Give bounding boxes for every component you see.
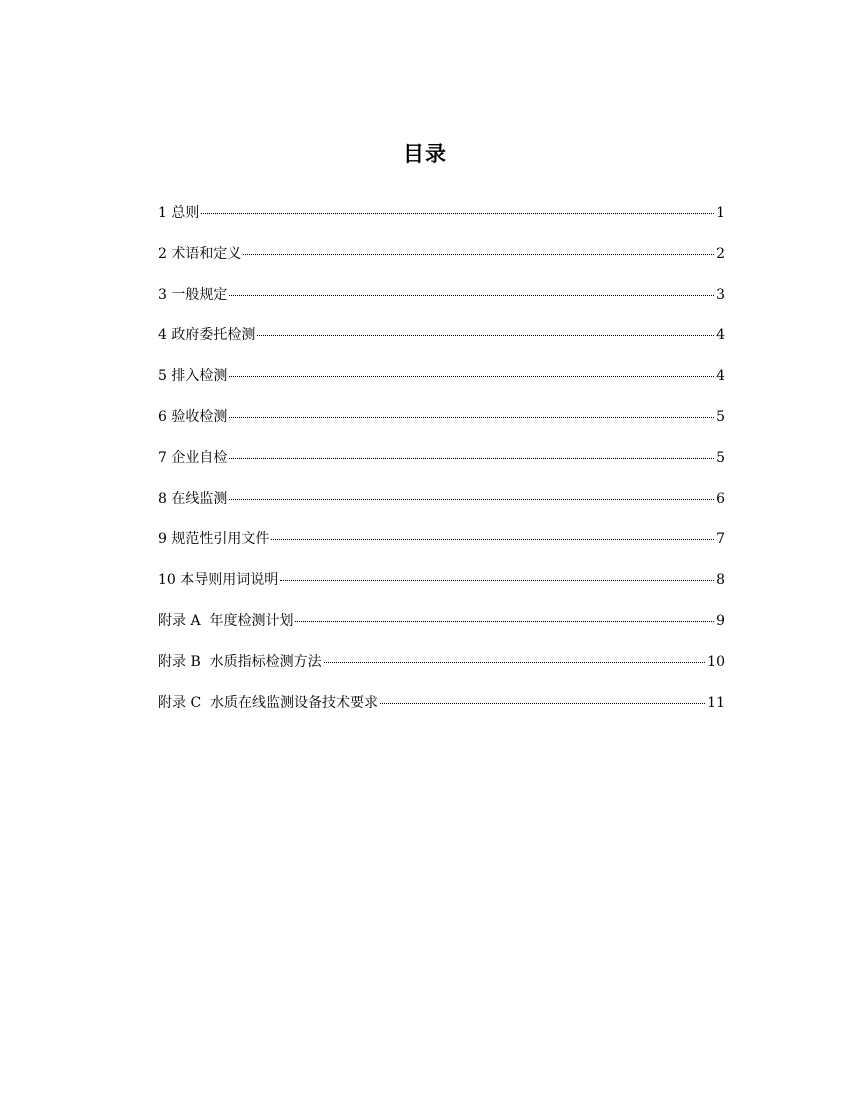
- toc-entry-page-number: 4: [716, 368, 725, 385]
- toc-dot-leader: [229, 417, 714, 418]
- toc-entry[interactable]: [158, 652, 725, 693]
- toc-dot-leader: [324, 662, 706, 663]
- toc-dot-leader: [380, 703, 705, 704]
- toc-entry-page-number: 6: [716, 490, 725, 507]
- toc-dot-leader: [229, 376, 714, 377]
- toc-title: 目录: [403, 142, 447, 166]
- toc-dot-leader: [295, 621, 714, 622]
- toc-entry-label: 7 企业自检: [158, 449, 228, 466]
- toc-entry-page-number: 1: [716, 205, 725, 221]
- toc-entry-label: 附录 C 水质在线监测设备技术要求: [158, 694, 379, 711]
- toc-dot-leader: [271, 539, 714, 540]
- toc-entry-label: 1 总则: [158, 205, 200, 221]
- toc-entry-label: 3 一般规定: [158, 286, 228, 303]
- toc-dot-leader: [229, 458, 714, 459]
- toc-entry[interactable]: [158, 285, 725, 326]
- toc-entry[interactable]: [158, 407, 725, 448]
- toc-entry-label: 2 术语和定义: [158, 245, 242, 262]
- toc-dot-leader: [243, 254, 714, 255]
- toc-dot-leader: [280, 580, 714, 581]
- toc-entry[interactable]: [158, 611, 725, 652]
- toc-entry-page-number: 8: [716, 572, 725, 589]
- toc-entry[interactable]: [158, 570, 725, 611]
- toc-entry-page-number: 4: [716, 327, 725, 344]
- toc-entry-label: 10 本导则用词说明: [158, 572, 279, 589]
- toc-entry-label: 4 政府委托检测: [158, 327, 256, 344]
- toc-entry[interactable]: [158, 366, 725, 407]
- toc-dot-leader: [229, 499, 714, 500]
- toc-entry[interactable]: [158, 203, 725, 244]
- toc-dot-leader: [257, 335, 714, 336]
- toc-entry-page-number: 9: [716, 612, 725, 629]
- toc-entry-page-number: 5: [716, 449, 725, 466]
- toc-entry-page-number: 3: [716, 286, 725, 303]
- toc-entry-label: 5 排入检测: [158, 368, 228, 385]
- toc-dot-leader: [201, 213, 714, 214]
- toc-entry[interactable]: [158, 693, 725, 734]
- toc-entry[interactable]: [158, 489, 725, 530]
- toc-entry-page-number: 10: [707, 653, 725, 670]
- toc-entry[interactable]: [158, 448, 725, 489]
- toc-entry-page-number: 7: [716, 531, 725, 548]
- toc-entry-label: 8 在线监测: [158, 490, 228, 507]
- toc-entry-label: 附录 A 年度检测计划: [158, 612, 294, 629]
- toc-entry-label: 9 规范性引用文件: [158, 531, 270, 548]
- toc-dot-leader: [229, 295, 714, 296]
- toc-entry-page-number: 11: [707, 694, 725, 711]
- toc-entry-label: 附录 B 水质指标检测方法: [158, 653, 322, 670]
- table-of-contents: [158, 203, 725, 733]
- toc-entry[interactable]: [158, 244, 725, 285]
- toc-entry[interactable]: [158, 529, 725, 570]
- toc-entry-label: 6 验收检测: [158, 408, 228, 425]
- toc-entry-page-number: 2: [716, 245, 725, 262]
- toc-entry-page-number: 5: [716, 408, 725, 425]
- toc-entry[interactable]: [158, 325, 725, 366]
